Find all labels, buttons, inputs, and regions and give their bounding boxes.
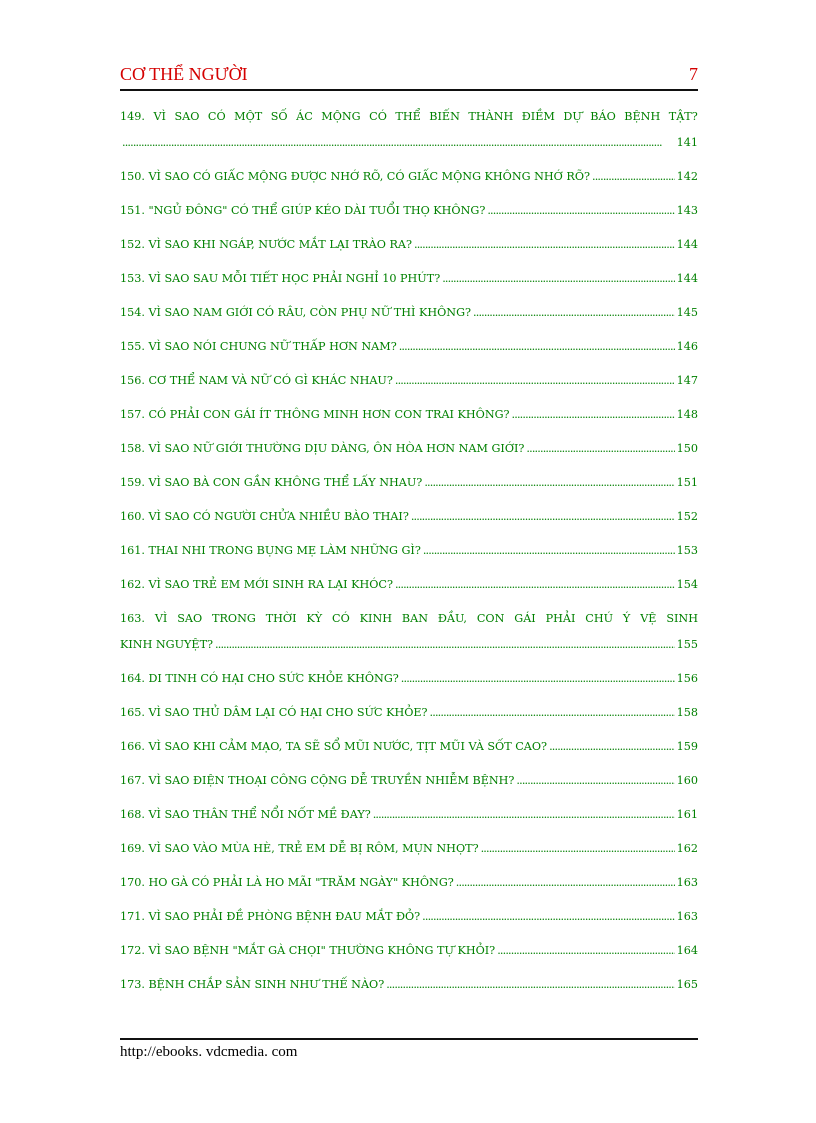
toc-entry-word: ÁC <box>296 110 313 123</box>
toc-entry-word: SỐ <box>270 110 288 123</box>
toc-page-number: 163 <box>676 876 698 889</box>
toc-entry[interactable] <box>120 606 698 666</box>
toc-entry-word: CHÚ <box>585 612 614 625</box>
toc-entry-word: CÓ <box>369 110 387 123</box>
toc-entry-line-2 <box>120 130 698 156</box>
toc-leader-dots <box>442 266 674 292</box>
toc-page-number: 144 <box>676 272 698 285</box>
header-page-number: 7 <box>689 64 698 84</box>
toc-entry-title: 154. VÌ SAO NAM GIỚI CÓ RÂU, CÒN PHỤ NỮ THÌ KHÔNG? <box>120 306 472 319</box>
toc-entry-word: KỲ <box>306 612 323 625</box>
toc-entry-word: BIẾN <box>429 110 460 123</box>
toc-entry-word: Ý <box>622 612 631 625</box>
toc-entry-title: 167. VÌ SAO ĐIỆN THOẠI CÔNG CỘNG DỄ TRUYỀN NHIỄM BỆNH? <box>120 774 515 787</box>
toc-page-number: 154 <box>676 578 698 591</box>
header-rule <box>120 89 698 91</box>
footer-url: http://ebooks. vdcmedia. com <box>120 1044 298 1060</box>
running-header <box>120 62 698 88</box>
toc-entry[interactable] <box>120 972 698 1006</box>
toc-entry[interactable] <box>120 768 698 802</box>
toc-leader-dots <box>497 938 674 964</box>
toc-entry-word: MỘNG <box>321 110 361 123</box>
toc-leader-dots <box>422 904 674 930</box>
toc-entry-line <box>120 700 698 726</box>
toc-entry-word: MỘT <box>234 110 263 123</box>
toc-entry-title: 152. VÌ SAO KHI NGÁP, NƯỚC MẮT LẠI TRÀO RA? <box>120 238 412 251</box>
toc-entry-line <box>120 572 698 598</box>
toc-entry-word: SAO <box>177 612 203 625</box>
toc-entry-word: BỆNH <box>624 110 661 123</box>
toc-leader-dots <box>592 164 675 190</box>
toc-entry[interactable] <box>120 666 698 700</box>
toc-leader-dots <box>423 538 675 564</box>
toc-entry[interactable] <box>120 198 698 232</box>
toc-entry-line <box>120 164 698 190</box>
toc-entry[interactable] <box>120 300 698 334</box>
toc-entry-word: THỂ <box>395 110 421 123</box>
toc-page-number: 161 <box>676 808 698 821</box>
toc-entry-line-2 <box>120 632 698 658</box>
toc-page-number: 156 <box>676 672 698 685</box>
toc-page-number: 153 <box>676 544 698 557</box>
toc-entry[interactable] <box>120 938 698 972</box>
toc-entry-title: 151. "NGỦ ĐÔNG" CÓ THỂ GIÚP KÉO DÀI TUỔI THỌ KHÔNG? <box>120 204 486 217</box>
toc-leader-dots <box>424 470 674 496</box>
toc-entry-word: CÓ <box>332 612 350 625</box>
toc-entry-title: 172. VÌ SAO BỆNH "MẮT GÀ CHỌI" THƯỜNG KHÔNG TỰ KHỎI? <box>120 944 496 957</box>
toc-entry-word: ĐIỀM <box>521 110 555 123</box>
toc-entry-line <box>120 470 698 496</box>
toc-entry-title: 171. VÌ SAO PHẢI ĐỀ PHÒNG BỆNH ĐAU MẮT ĐỎ? <box>120 910 421 923</box>
toc-leader-dots <box>215 632 675 658</box>
toc-entry-line <box>120 334 698 360</box>
toc-leader-dots <box>386 972 674 998</box>
header-title: CƠ THỂ NGƯỜI <box>120 64 248 84</box>
toc-entry-title: 173. BỆNH CHẮP SẢN SINH NHƯ THẾ NÀO? <box>120 978 385 991</box>
toc-entry[interactable] <box>120 572 698 606</box>
toc-leader-dots <box>473 300 675 326</box>
toc-entry-word: 149. <box>120 110 145 123</box>
toc-entry-line-1 <box>120 104 698 130</box>
toc-page-number: 142 <box>676 170 698 183</box>
toc-leader-dots <box>411 504 675 530</box>
toc-entry-line <box>120 870 698 896</box>
toc-entry-line <box>120 368 698 394</box>
toc-page-number: 164 <box>676 944 698 957</box>
toc-entry-word: THÀNH <box>468 110 514 123</box>
toc-entry-title: 153. VÌ SAO SAU MỖI TIẾT HỌC PHẢI NGHỈ 10 PHÚT? <box>120 272 441 285</box>
toc-entry-word: GÁI <box>514 612 536 625</box>
toc-leader-dots <box>487 198 674 224</box>
footer-rule <box>120 1038 698 1040</box>
toc-leader-dots <box>481 836 675 862</box>
toc-entry-line <box>120 768 698 794</box>
toc-page-number: 155 <box>676 638 698 651</box>
toc-entry[interactable] <box>120 734 698 768</box>
toc-entry[interactable] <box>120 266 698 300</box>
toc-entry-line <box>120 802 698 828</box>
toc-entry-title: 166. VÌ SAO KHI CẢM MẠO, TA SẼ SỔ MŨI NƯỚC, TỊT MŨI VÀ SỐT CAO? <box>120 740 548 753</box>
toc-page-number: 148 <box>676 408 698 421</box>
toc-entry-word: THỜI <box>265 612 297 625</box>
toc-page-number: 151 <box>676 476 698 489</box>
toc-leader-dots <box>516 768 674 794</box>
toc-leader-dots <box>414 232 675 258</box>
toc-entry[interactable] <box>120 368 698 402</box>
toc-leader-dots <box>401 666 675 692</box>
toc-entry[interactable] <box>120 700 698 734</box>
toc-entry-line <box>120 904 698 930</box>
toc-entry-word: ĐẦU, <box>437 612 467 625</box>
toc-entry[interactable] <box>120 232 698 266</box>
toc-entry-title: 150. VÌ SAO CÓ GIẤC MỘNG ĐƯỢC NHỚ RÕ, CÓ GIẤC MỘNG KHÔNG NHỚ RÕ? <box>120 170 590 183</box>
toc-entry-word: TRONG <box>212 612 256 625</box>
toc-entry[interactable] <box>120 904 698 938</box>
toc-entry[interactable] <box>120 104 698 164</box>
toc-leader-dots <box>456 870 675 896</box>
toc-entry-word: KINH <box>359 612 392 625</box>
toc-entry[interactable] <box>120 470 698 504</box>
toc-page-number: 146 <box>676 340 698 353</box>
toc-entry[interactable] <box>120 436 698 470</box>
toc-entry-title: 169. VÌ SAO VÀO MÙA HÈ, TRẺ EM DỄ BỊ RÔM, MỤN NHỌT? <box>120 842 479 855</box>
toc-entry-word: TẬT? <box>668 110 698 123</box>
toc-entry[interactable] <box>120 164 698 198</box>
toc-entry-word: DỰ <box>563 110 582 123</box>
toc-entry-word: 163. <box>120 612 145 625</box>
toc-entry-title: 162. VÌ SAO TRẺ EM MỚI SINH RA LẠI KHÓC? <box>120 578 393 591</box>
toc-leader-dots <box>526 436 674 462</box>
toc-entry-word: VÌ <box>153 110 166 123</box>
toc-page-number: 158 <box>676 706 698 719</box>
toc-page-number: 141 <box>676 136 698 149</box>
toc-entry-word: CÓ <box>207 110 226 123</box>
toc-entry-line <box>120 938 698 964</box>
toc-entry-title: 160. VÌ SAO CÓ NGƯỜI CHỬA NHIỀU BÀO THAI? <box>120 510 409 523</box>
toc-page-number: 165 <box>676 978 698 991</box>
toc-leader-dots <box>395 572 675 598</box>
toc-entry-word: PHẢI <box>545 612 576 625</box>
toc-entry-title: 165. VÌ SAO THỦ DÂM LẠI CÓ HẠI CHO SỨC KHỎE? <box>120 706 428 719</box>
toc-leader-dots <box>122 130 675 156</box>
toc-entry[interactable] <box>120 334 698 368</box>
toc-entry-line <box>120 538 698 564</box>
toc-entry-title: 156. CƠ THỂ NAM VÀ NỮ CÓ GÌ KHÁC NHAU? <box>120 374 393 387</box>
table-of-contents <box>120 104 698 1006</box>
toc-page-number: 160 <box>676 774 698 787</box>
toc-entry-title: 157. CÓ PHẢI CON GÁI ÍT THÔNG MINH HƠN CON TRAI KHÔNG? <box>120 408 510 421</box>
toc-entry[interactable] <box>120 870 698 904</box>
toc-entry-line <box>120 198 698 224</box>
toc-entry-title: 159. VÌ SAO BÀ CON GẦN KHÔNG THỂ LẤY NHAU? <box>120 476 423 489</box>
toc-entry-line <box>120 666 698 692</box>
toc-leader-dots <box>430 700 675 726</box>
toc-entry-title: 170. HO GÀ CÓ PHẢI LÀ HO MÃI "TRĂM NGÀY" KHÔNG? <box>120 876 454 889</box>
toc-entry-line-1 <box>120 606 698 632</box>
toc-entry-title: 158. VÌ SAO NỮ GIỚI THƯỜNG DỊU DÀNG, ÔN HÒA HƠN NAM GIỚI? <box>120 442 525 455</box>
toc-entry-title: 164. DI TINH CÓ HẠI CHO SỨC KHỎE KHÔNG? <box>120 672 399 685</box>
toc-entry-word: SAO <box>174 110 200 123</box>
toc-entry-word: VÌ <box>154 612 168 625</box>
toc-entry[interactable] <box>120 504 698 538</box>
toc-leader-dots <box>373 802 675 828</box>
toc-entry-title: 155. VÌ SAO NÓI CHUNG NỮ THẤP HƠN NAM? <box>120 340 397 353</box>
toc-leader-dots <box>395 368 675 394</box>
toc-entry-title: 168. VÌ SAO THÂN THỂ NỔI NỐT MỀ ĐAY? <box>120 808 371 821</box>
toc-entry-line <box>120 504 698 530</box>
toc-entry-line <box>120 436 698 462</box>
toc-leader-dots <box>399 334 675 360</box>
toc-page-number: 152 <box>676 510 698 523</box>
toc-page-number: 150 <box>676 442 698 455</box>
toc-page-number: 159 <box>676 740 698 753</box>
toc-leader-dots <box>512 402 675 428</box>
toc-page-number: 163 <box>676 910 698 923</box>
toc-entry[interactable] <box>120 402 698 436</box>
toc-page-number: 145 <box>676 306 698 319</box>
toc-page-number: 144 <box>676 238 698 251</box>
toc-leader-dots <box>549 734 675 760</box>
toc-entry-line <box>120 232 698 258</box>
toc-page-number: 147 <box>676 374 698 387</box>
toc-entry-line <box>120 836 698 862</box>
toc-entry-title: 161. THAI NHI TRONG BỤNG MẸ LÀM NHỮNG GÌ? <box>120 544 421 557</box>
toc-entry[interactable] <box>120 836 698 870</box>
toc-page-number: 162 <box>676 842 698 855</box>
toc-entry-continuation: KINH NGUYỆT? <box>120 638 214 651</box>
toc-entry-word: VỆ <box>640 612 657 625</box>
toc-entry-line <box>120 300 698 326</box>
toc-entry-word: BÁO <box>590 110 616 123</box>
toc-entry-line <box>120 972 698 998</box>
toc-page-number: 143 <box>676 204 698 217</box>
toc-entry-word: CON <box>476 612 505 625</box>
toc-entry-line <box>120 266 698 292</box>
toc-entry[interactable] <box>120 802 698 836</box>
toc-entry-word: SINH <box>666 612 698 625</box>
toc-entry-line <box>120 734 698 760</box>
toc-entry-line <box>120 402 698 428</box>
toc-entry-word: BAN <box>401 612 428 625</box>
toc-entry[interactable] <box>120 538 698 572</box>
